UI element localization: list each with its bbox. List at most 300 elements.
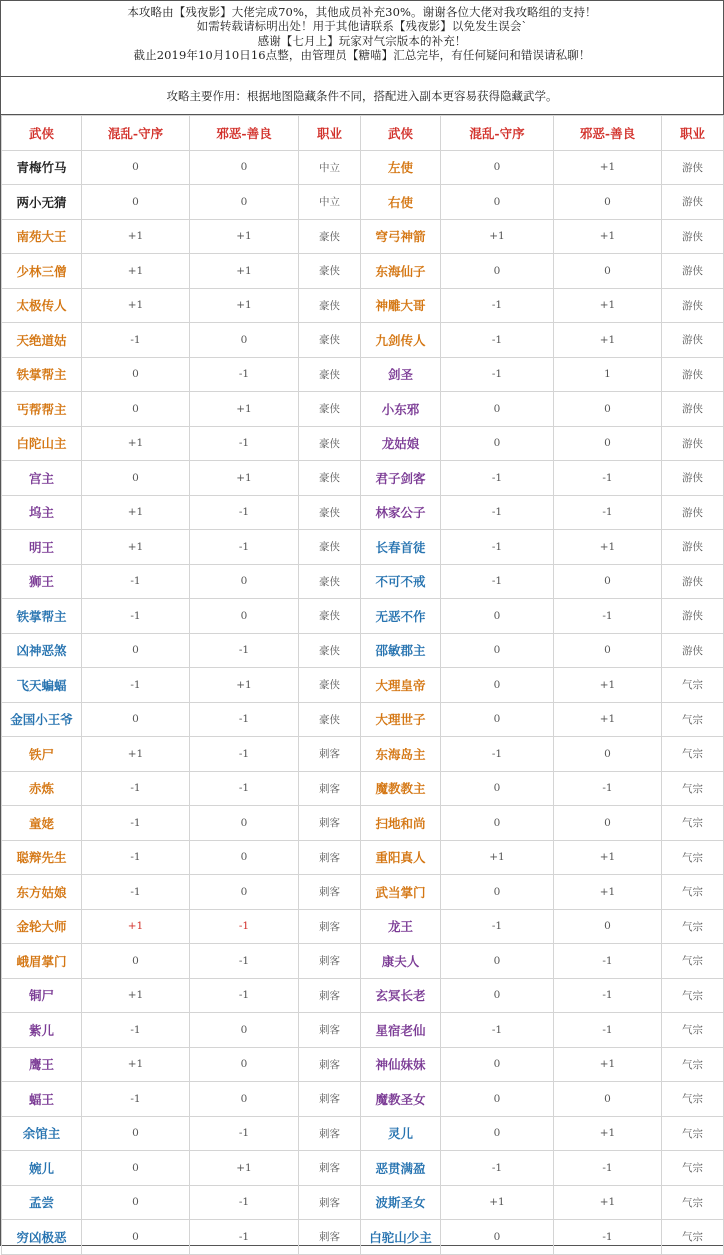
order-value-cell: -1 — [441, 461, 554, 496]
hero-name-cell: 太极传人 — [2, 288, 82, 323]
hero-name-cell: 灵儿 — [361, 1116, 441, 1151]
moral-value-cell: -1 — [554, 1013, 662, 1048]
order-value-cell: -1 — [82, 771, 190, 806]
moral-value-cell: 0 — [190, 1013, 299, 1048]
order-value-cell: -1 — [441, 530, 554, 565]
moral-value-cell: 0 — [554, 633, 662, 668]
hero-name-cell: 赤炼 — [2, 771, 82, 806]
table-row — [2, 254, 724, 289]
class-cell: 豪侠 — [299, 357, 361, 392]
moral-value-cell: +1 — [554, 1047, 662, 1082]
class-cell: 刺客 — [299, 806, 361, 841]
moral-value-cell: 0 — [190, 806, 299, 841]
table-row — [2, 668, 724, 703]
hero-name-cell: 右使 — [361, 185, 441, 220]
moral-value-cell: -1 — [190, 737, 299, 772]
class-cell: 豪侠 — [299, 530, 361, 565]
order-value-cell: 0 — [82, 944, 190, 979]
order-value-cell: -1 — [441, 564, 554, 599]
moral-value-cell: -1 — [190, 495, 299, 530]
order-value-cell: 0 — [82, 1116, 190, 1151]
class-cell: 游侠 — [662, 357, 724, 392]
moral-value-cell: 0 — [554, 254, 662, 289]
class-cell: 气宗 — [662, 1185, 724, 1220]
moral-value-cell: 0 — [554, 737, 662, 772]
order-value-cell: 0 — [441, 806, 554, 841]
moral-value-cell: 0 — [554, 909, 662, 944]
moral-value-cell: -1 — [554, 944, 662, 979]
order-value-cell: 0 — [441, 978, 554, 1013]
moral-value-cell: -1 — [554, 771, 662, 806]
table-row — [2, 806, 724, 841]
order-value-cell: 0 — [441, 633, 554, 668]
class-cell: 气宗 — [662, 1151, 724, 1186]
moral-value-cell: +1 — [190, 219, 299, 254]
class-cell: 气宗 — [662, 944, 724, 979]
table-row — [2, 392, 724, 427]
moral-value-cell: 0 — [554, 1082, 662, 1117]
class-cell: 气宗 — [662, 909, 724, 944]
order-value-cell: +1 — [82, 219, 190, 254]
class-cell: 气宗 — [662, 1220, 724, 1255]
hero-name-cell: 不可不戒 — [361, 564, 441, 599]
moral-value-cell: 0 — [190, 323, 299, 358]
moral-value-cell: 0 — [190, 564, 299, 599]
order-value-cell: -1 — [441, 288, 554, 323]
moral-value-cell: +1 — [190, 288, 299, 323]
class-cell: 游侠 — [662, 564, 724, 599]
order-value-cell: 0 — [441, 150, 554, 185]
table-row — [2, 1220, 724, 1255]
table-row — [2, 323, 724, 358]
hero-name-cell: 波斯圣女 — [361, 1185, 441, 1220]
hero-name-cell: 无恶不作 — [361, 599, 441, 634]
class-cell: 中立 — [299, 185, 361, 220]
class-cell: 游侠 — [662, 392, 724, 427]
order-value-cell: -1 — [441, 909, 554, 944]
class-cell: 豪侠 — [299, 288, 361, 323]
order-value-cell: -1 — [441, 1013, 554, 1048]
table-row — [2, 944, 724, 979]
hero-name-cell: 余馆主 — [2, 1116, 82, 1151]
moral-value-cell: +1 — [190, 1151, 299, 1186]
hero-name-cell: 穹弓神箭 — [361, 219, 441, 254]
hero-name-cell: 铁掌帮主 — [2, 599, 82, 634]
class-cell: 豪侠 — [299, 564, 361, 599]
class-cell: 刺客 — [299, 1082, 361, 1117]
order-value-cell: 0 — [441, 771, 554, 806]
order-value-cell: -1 — [441, 737, 554, 772]
moral-value-cell: -1 — [190, 909, 299, 944]
hero-name-cell: 君子剑客 — [361, 461, 441, 496]
intro-line: 如需转载请标明出处！用于其他请联系【残夜影】以免发生误会` — [196, 19, 528, 34]
order-value-cell: 0 — [82, 1220, 190, 1255]
hero-name-cell: 邵敏郡主 — [361, 633, 441, 668]
hero-name-cell: 魔教圣女 — [361, 1082, 441, 1117]
class-cell: 豪侠 — [299, 461, 361, 496]
table-row — [2, 1151, 724, 1186]
moral-value-cell: 0 — [190, 840, 299, 875]
table-row — [2, 357, 724, 392]
class-cell: 游侠 — [662, 461, 724, 496]
order-value-cell: -1 — [82, 806, 190, 841]
order-value-cell: 0 — [441, 1047, 554, 1082]
table-row — [2, 1047, 724, 1082]
hero-name-cell: 大理世子 — [361, 702, 441, 737]
hero-name-cell: 南苑大王 — [2, 219, 82, 254]
hero-name-cell: 龙王 — [361, 909, 441, 944]
moral-value-cell: -1 — [554, 495, 662, 530]
hero-name-cell: 鹰王 — [2, 1047, 82, 1082]
hero-name-cell: 东方姑娘 — [2, 875, 82, 910]
hero-name-cell: 飞天蝙蝠 — [2, 668, 82, 703]
hero-name-cell: 凶神恶煞 — [2, 633, 82, 668]
moral-value-cell: +1 — [554, 1185, 662, 1220]
hero-name-cell: 左使 — [361, 150, 441, 185]
class-cell: 气宗 — [662, 806, 724, 841]
hero-name-cell: 星宿老仙 — [361, 1013, 441, 1048]
class-cell: 气宗 — [662, 1013, 724, 1048]
class-cell: 游侠 — [662, 599, 724, 634]
hero-name-cell: 白陀山主 — [2, 426, 82, 461]
hero-name-cell: 东海岛主 — [361, 737, 441, 772]
hero-name-cell: 龙姑娘 — [361, 426, 441, 461]
class-cell: 气宗 — [662, 1116, 724, 1151]
moral-value-cell: +1 — [554, 668, 662, 703]
order-value-cell: 0 — [441, 1220, 554, 1255]
hero-name-cell: 穷凶极恶 — [2, 1220, 82, 1255]
order-value-cell: -1 — [82, 840, 190, 875]
moral-value-cell: +1 — [554, 323, 662, 358]
class-cell: 游侠 — [662, 288, 724, 323]
moral-value-cell: +1 — [190, 392, 299, 427]
table-row — [2, 1185, 724, 1220]
order-value-cell: 0 — [441, 185, 554, 220]
moral-value-cell: -1 — [190, 1220, 299, 1255]
moral-value-cell: -1 — [190, 978, 299, 1013]
moral-value-cell: 0 — [190, 1047, 299, 1082]
order-value-cell: -1 — [82, 875, 190, 910]
hero-name-cell: 恶贯满盈 — [361, 1151, 441, 1186]
moral-value-cell: +1 — [190, 254, 299, 289]
class-cell: 气宗 — [662, 668, 724, 703]
moral-value-cell: +1 — [554, 288, 662, 323]
class-cell: 豪侠 — [299, 392, 361, 427]
moral-value-cell: +1 — [554, 1116, 662, 1151]
order-value-cell: 0 — [441, 1116, 554, 1151]
hero-name-cell: 武当掌门 — [361, 875, 441, 910]
order-value-cell: 0 — [82, 1185, 190, 1220]
order-value-cell: 0 — [82, 461, 190, 496]
order-value-cell: 0 — [441, 392, 554, 427]
table-row — [2, 150, 724, 185]
hero-name-cell: 孟尝 — [2, 1185, 82, 1220]
intro-line: 截止2019年10月10日16点整，由管理员【糖喵】汇总完毕，有任何疑问和错误请私聊！ — [133, 48, 591, 63]
order-value-cell: 0 — [441, 875, 554, 910]
moral-value-cell: -1 — [190, 357, 299, 392]
class-cell: 气宗 — [662, 737, 724, 772]
class-cell: 游侠 — [662, 254, 724, 289]
moral-value-cell: -1 — [554, 978, 662, 1013]
table-row — [2, 737, 724, 772]
order-value-cell: +1 — [82, 909, 190, 944]
order-value-cell: 0 — [82, 633, 190, 668]
hero-name-cell: 神雕大哥 — [361, 288, 441, 323]
class-cell: 豪侠 — [299, 219, 361, 254]
moral-value-cell: -1 — [190, 633, 299, 668]
moral-value-cell: -1 — [190, 530, 299, 565]
order-value-cell: -1 — [441, 357, 554, 392]
header-class: 职业 — [662, 116, 724, 151]
hero-name-cell: 林家公子 — [361, 495, 441, 530]
hero-name-cell: 玄冥长老 — [361, 978, 441, 1013]
order-value-cell: 0 — [82, 392, 190, 427]
moral-value-cell: 0 — [554, 185, 662, 220]
table-row — [2, 702, 724, 737]
table-row — [2, 219, 724, 254]
order-value-cell: -1 — [82, 564, 190, 599]
moral-value-cell: -1 — [190, 702, 299, 737]
order-value-cell: -1 — [82, 323, 190, 358]
class-cell: 刺客 — [299, 1151, 361, 1186]
class-cell: 游侠 — [662, 426, 724, 461]
table-row — [2, 771, 724, 806]
hero-name-cell: 魔教教主 — [361, 771, 441, 806]
table-row — [2, 633, 724, 668]
header-order: 混乱-守序 — [441, 116, 554, 151]
class-cell: 刺客 — [299, 909, 361, 944]
moral-value-cell: +1 — [554, 702, 662, 737]
hero-name-cell: 铁尸 — [2, 737, 82, 772]
order-value-cell: 0 — [82, 702, 190, 737]
order-value-cell: +1 — [441, 1185, 554, 1220]
hero-name-cell: 长春首徒 — [361, 530, 441, 565]
table-row — [2, 909, 724, 944]
class-cell: 气宗 — [662, 702, 724, 737]
order-value-cell: +1 — [82, 288, 190, 323]
moral-value-cell: 0 — [190, 599, 299, 634]
order-value-cell: 0 — [441, 1082, 554, 1117]
hero-name-cell: 东海仙子 — [361, 254, 441, 289]
order-value-cell: -1 — [82, 668, 190, 703]
moral-value-cell: -1 — [190, 426, 299, 461]
moral-value-cell: -1 — [190, 771, 299, 806]
class-cell: 刺客 — [299, 875, 361, 910]
class-cell: 豪侠 — [299, 426, 361, 461]
moral-value-cell: +1 — [190, 461, 299, 496]
moral-value-cell: -1 — [190, 1116, 299, 1151]
purpose-text: 攻略主要作用：根据地图隐藏条件不同，搭配进入副本更容易获得隐藏武学。 — [1, 77, 723, 115]
order-value-cell: -1 — [441, 1151, 554, 1186]
moral-value-cell: -1 — [554, 461, 662, 496]
moral-value-cell: -1 — [554, 1220, 662, 1255]
class-cell: 气宗 — [662, 1082, 724, 1117]
class-cell: 气宗 — [662, 875, 724, 910]
hero-name-cell: 金轮大师 — [2, 909, 82, 944]
moral-value-cell: +1 — [554, 150, 662, 185]
class-cell: 豪侠 — [299, 702, 361, 737]
hero-name-cell: 天绝道姑 — [2, 323, 82, 358]
class-cell: 中立 — [299, 150, 361, 185]
class-cell: 气宗 — [662, 1047, 724, 1082]
header-hero: 武侠 — [2, 116, 82, 151]
order-value-cell: 0 — [441, 426, 554, 461]
order-value-cell: 0 — [441, 944, 554, 979]
order-value-cell: 0 — [441, 599, 554, 634]
hero-name-cell: 康夫人 — [361, 944, 441, 979]
hero-name-cell: 蝠王 — [2, 1082, 82, 1117]
order-value-cell: 0 — [82, 150, 190, 185]
order-value-cell: -1 — [82, 599, 190, 634]
hero-name-cell: 狮王 — [2, 564, 82, 599]
class-cell: 游侠 — [662, 633, 724, 668]
table-row — [2, 1116, 724, 1151]
hero-name-cell: 明王 — [2, 530, 82, 565]
hero-name-cell: 坞主 — [2, 495, 82, 530]
order-value-cell: +1 — [82, 1047, 190, 1082]
class-cell: 刺客 — [299, 737, 361, 772]
order-value-cell: -1 — [82, 1082, 190, 1117]
header-moral: 邪恶-善良 — [190, 116, 299, 151]
order-value-cell: +1 — [82, 978, 190, 1013]
class-cell: 游侠 — [662, 150, 724, 185]
class-cell: 刺客 — [299, 1013, 361, 1048]
hero-name-cell: 剑圣 — [361, 357, 441, 392]
class-cell: 气宗 — [662, 978, 724, 1013]
class-cell: 豪侠 — [299, 599, 361, 634]
order-value-cell: +1 — [82, 530, 190, 565]
header-moral: 邪恶-善良 — [554, 116, 662, 151]
hero-name-cell: 聪辩先生 — [2, 840, 82, 875]
class-cell: 刺客 — [299, 1116, 361, 1151]
header-hero: 武侠 — [361, 116, 441, 151]
class-cell: 气宗 — [662, 840, 724, 875]
table-row — [2, 530, 724, 565]
class-cell: 豪侠 — [299, 668, 361, 703]
order-value-cell: 0 — [441, 702, 554, 737]
class-cell: 刺客 — [299, 771, 361, 806]
table-row — [2, 288, 724, 323]
moral-value-cell: 1 — [554, 357, 662, 392]
class-cell: 豪侠 — [299, 323, 361, 358]
class-cell: 刺客 — [299, 1047, 361, 1082]
order-value-cell: 0 — [82, 185, 190, 220]
hero-name-cell: 大理皇帝 — [361, 668, 441, 703]
order-value-cell: +1 — [441, 840, 554, 875]
hero-name-cell: 青梅竹马 — [2, 150, 82, 185]
table-row — [2, 461, 724, 496]
hero-name-cell: 铜尸 — [2, 978, 82, 1013]
table-row — [2, 564, 724, 599]
class-cell: 豪侠 — [299, 633, 361, 668]
moral-value-cell: +1 — [190, 668, 299, 703]
hero-name-cell: 峨眉掌门 — [2, 944, 82, 979]
moral-value-cell: -1 — [190, 944, 299, 979]
order-value-cell: +1 — [82, 737, 190, 772]
table-row — [2, 495, 724, 530]
order-value-cell: -1 — [82, 1013, 190, 1048]
order-value-cell: 0 — [441, 668, 554, 703]
hero-name-cell: 白驼山少主 — [361, 1220, 441, 1255]
order-value-cell: -1 — [441, 495, 554, 530]
table-row — [2, 185, 724, 220]
moral-value-cell: 0 — [190, 875, 299, 910]
order-value-cell: +1 — [82, 426, 190, 461]
class-cell: 刺客 — [299, 1185, 361, 1220]
moral-value-cell: -1 — [190, 1185, 299, 1220]
intro-section — [1, 1, 723, 77]
intro-line: 感谢【七月上】玩家对气宗版本的补充！ — [257, 33, 467, 48]
hero-name-cell: 丐帮帮主 — [2, 392, 82, 427]
moral-value-cell: 0 — [554, 426, 662, 461]
class-cell: 刺客 — [299, 840, 361, 875]
hero-name-cell: 九剑传人 — [361, 323, 441, 358]
order-value-cell: +1 — [82, 254, 190, 289]
class-cell: 游侠 — [662, 323, 724, 358]
hero-name-cell: 铁掌帮主 — [2, 357, 82, 392]
class-cell: 游侠 — [662, 530, 724, 565]
hero-name-cell: 两小无猜 — [2, 185, 82, 220]
moral-value-cell: +1 — [554, 219, 662, 254]
hero-name-cell: 扫地和尚 — [361, 806, 441, 841]
order-value-cell: +1 — [82, 495, 190, 530]
class-cell: 刺客 — [299, 1220, 361, 1255]
table-row — [2, 599, 724, 634]
moral-value-cell: -1 — [554, 1151, 662, 1186]
table-row — [2, 978, 724, 1013]
hero-name-cell: 童姥 — [2, 806, 82, 841]
class-cell: 豪侠 — [299, 254, 361, 289]
hero-name-cell: 婉儿 — [2, 1151, 82, 1186]
table-row — [2, 840, 724, 875]
moral-value-cell: +1 — [554, 530, 662, 565]
hero-name-cell: 重阳真人 — [361, 840, 441, 875]
hero-table — [1, 115, 724, 1255]
order-value-cell: 0 — [441, 254, 554, 289]
order-value-cell: 0 — [82, 1151, 190, 1186]
hero-name-cell: 宫主 — [2, 461, 82, 496]
order-value-cell: -1 — [441, 323, 554, 358]
moral-value-cell: +1 — [554, 875, 662, 910]
moral-value-cell: 0 — [554, 564, 662, 599]
moral-value-cell: 0 — [190, 1082, 299, 1117]
order-value-cell: 0 — [82, 357, 190, 392]
moral-value-cell: 0 — [554, 806, 662, 841]
moral-value-cell: 0 — [190, 150, 299, 185]
table-row — [2, 426, 724, 461]
order-value-cell: +1 — [441, 219, 554, 254]
hero-name-cell: 小东邪 — [361, 392, 441, 427]
header-order: 混乱-守序 — [82, 116, 190, 151]
moral-value-cell: 0 — [190, 185, 299, 220]
hero-name-cell: 神仙妹妹 — [361, 1047, 441, 1082]
class-cell: 气宗 — [662, 771, 724, 806]
table-row — [2, 1013, 724, 1048]
class-cell: 刺客 — [299, 944, 361, 979]
hero-name-cell: 金国小王爷 — [2, 702, 82, 737]
intro-line: 本攻略由【残夜影】大佬完成70%，其他成员补充30%。谢谢各位大佬对我攻略组的支持！ — [127, 5, 597, 19]
moral-value-cell: -1 — [554, 599, 662, 634]
class-cell: 游侠 — [662, 219, 724, 254]
moral-value-cell: +1 — [554, 840, 662, 875]
table-header-row — [2, 116, 724, 151]
moral-value-cell: 0 — [554, 392, 662, 427]
class-cell: 游侠 — [662, 185, 724, 220]
class-cell: 豪侠 — [299, 495, 361, 530]
class-cell: 游侠 — [662, 495, 724, 530]
class-cell: 刺客 — [299, 978, 361, 1013]
table-row — [2, 875, 724, 910]
